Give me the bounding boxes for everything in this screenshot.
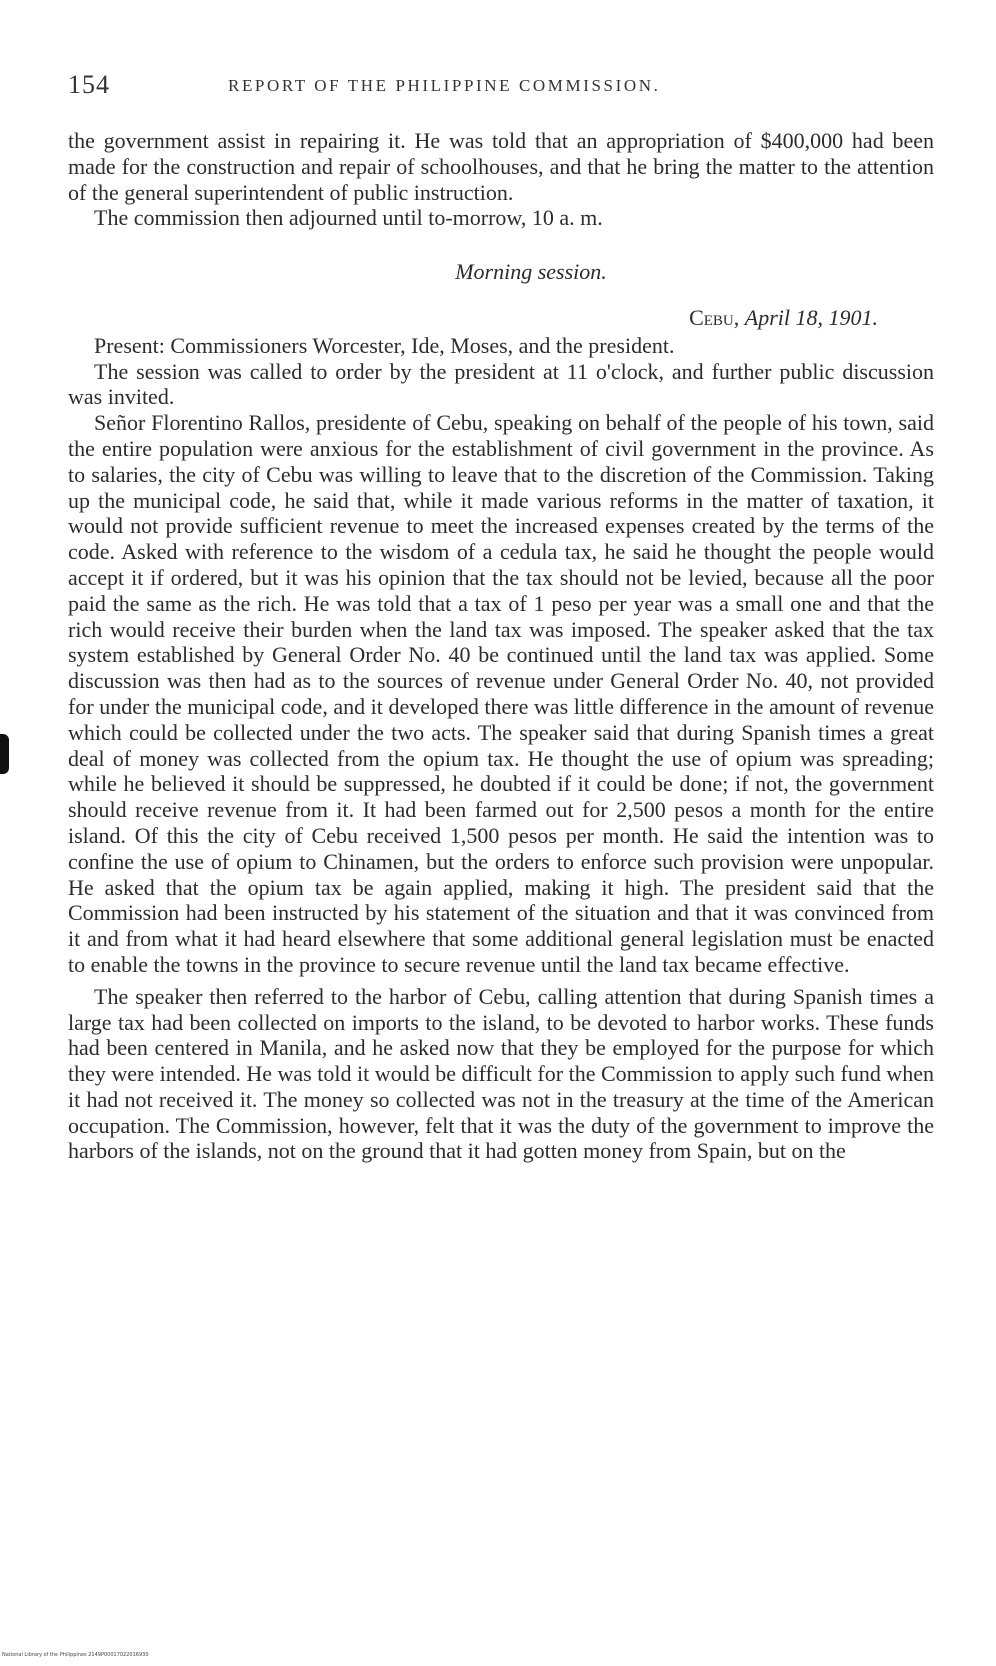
paragraph-present: Present: Commissioners Worcester, Ide, Moses, and the president. — [94, 332, 675, 358]
page-header — [68, 70, 928, 110]
dateline-place: Cebu, — [689, 304, 740, 330]
dateline-date: April 18, 1901. — [744, 304, 878, 330]
paragraph-continuation: the government assist in repairing it. He was told that an appropriation of $400,000 had been made for the construction and repair of schoolhouses, and that he bring the matter to the attention of the general superintendent of public instruction. — [68, 128, 934, 205]
paragraph-harbor: The speaker then referred to the harbor of Cebu, calling attention that during Spanish times a large tax had been collected on imports to the island, to be devoted to harbor works. These funds had been centered in Manila, and he asked now that they be employed for the purpose for which they were intended. He was told it would be difficult for the Commission to apply such fund when it had not received it. The money so collected was not in the treasury at the time of the American occupation. The Commission, however, felt that it was the duty of the government to improve the harbors of the islands, not on the ground that it had gotten money from Spain, but on the — [68, 983, 934, 1164]
page-number: 154 — [68, 70, 110, 99]
running-head: REPORT OF THE PHILIPPINE COMMISSION. — [228, 76, 661, 95]
body-text — [68, 128, 934, 1164]
scan-credit-footer: National Library of the Philippines 2149P00017022016930 — [2, 1652, 149, 1658]
paragraph-call-to-order: The session was called to order by the president at 11 o'clock, and further public discussion was invited. — [68, 358, 934, 410]
dateline — [68, 305, 934, 331]
paragraph-adjournment: The commission then adjourned until to-morrow, 10 a. m. — [94, 205, 603, 231]
paragraph-rallos-speech: Señor Florentino Rallos, presidente of Cebu, speaking on behalf of the people of his town, said the entire population were anxious for the establishment of civil government in the province. As to salaries, the city of Cebu was willing to leave that to the discretion of the Commission. Taking up the municipal code, he said that, while it made various reforms in the matter of taxation, it would not provide sufficient revenue to meet the increased expenses created by the terms of the code. Asked with reference to the wisdom of a cedula tax, he said he thought the people would accept it if ordered, but it was his opinion that the tax should not be levied, because all the poor paid the same as the rich. He was told that a tax of 1 peso per year was a small one and that the rich would receive their burden when the land tax was imposed. The speaker asked that the tax system established by General Order No. 40 be continued until the land tax was applied. Some discussion was then had as to the sources of revenue under General Order No. 40, not provided for under the municipal code, and it developed there was little difference in the amount of revenue which could be collected under the two acts. The speaker said that during Spanish times a great deal of money was collected from the opium tax. He thought the use of opium was spreading; while he believed it should be suppressed, he doubted if it could be done; if not, the government should receive revenue from it. It had been farmed out for 2,500 pesos a month for the entire island. Of this the city of Cebu received 1,500 pesos per month. He said the intention was to confine the use of opium to Chinamen, but the orders to enforce such provision were unpopular. He asked that the opium tax be again applied, making it high. The president said that the Commission had been instructed by his statement of the situation and that it was convinced from it and from what it had heard elsewhere that some additional general legislation must be enacted to enable the towns in the province to secure revenue until the land tax became effective. — [68, 410, 934, 977]
session-title: Morning session. — [455, 259, 607, 285]
scan-edge-mark — [0, 734, 9, 774]
